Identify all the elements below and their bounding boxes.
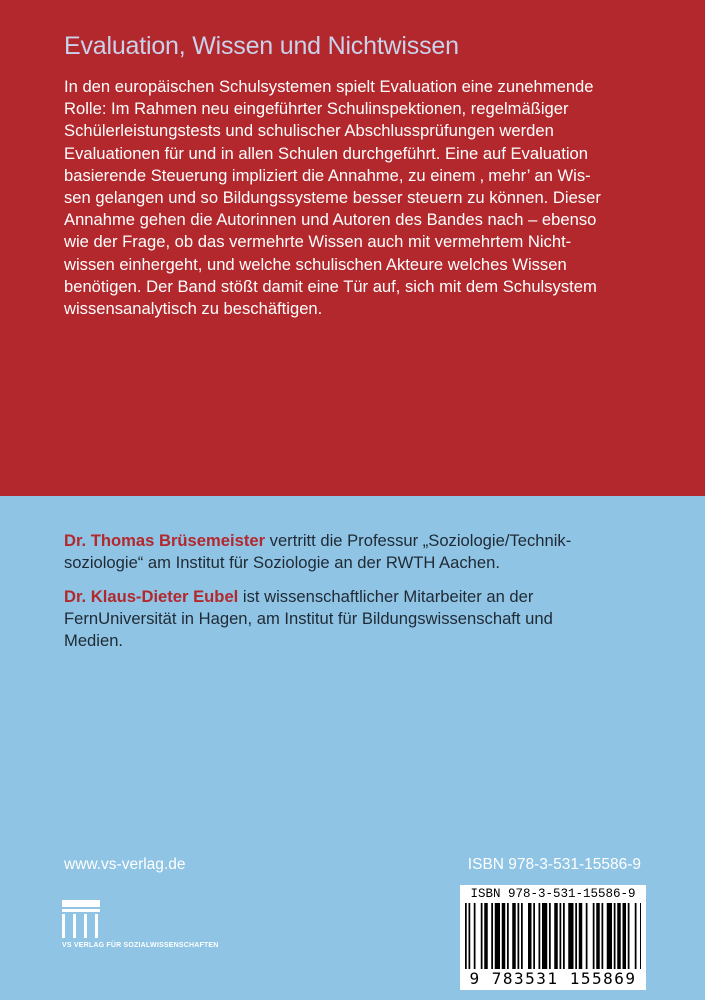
- barcode-bar: [549, 903, 551, 969]
- blurb-line: In den europäischen Schulsystemen spielt Evaluation eine zunehmende: [64, 77, 594, 96]
- barcode-bar: [533, 903, 535, 969]
- barcode-bar: [579, 903, 583, 969]
- barcode-isbn-text: ISBN 978-3-531-15586-9: [470, 887, 636, 901]
- blurb-line: Rolle: Im Rahmen neu eingeführter Schulinspektionen, regelmäßiger: [64, 99, 569, 119]
- barcode-bar: [465, 903, 467, 969]
- blurb-line: Annahme gehen die Autorinnen und Autoren des Bandes nach – ebenso: [64, 210, 597, 230]
- barcode-bar: [528, 903, 532, 969]
- barcode-bar: [542, 903, 547, 969]
- barcode-bar: [602, 903, 604, 969]
- barcode-bar: [640, 903, 641, 969]
- blurb-line: sen gelangen und so Bildungssysteme besser steuern zu können. Dieser: [64, 188, 601, 208]
- bio-line: [64, 530, 664, 552]
- bio-line: [64, 586, 664, 608]
- publisher-logo-icon: [62, 900, 237, 960]
- blurb-line: wissen einhergeht, und welche schulischen Akteure welches Wissen: [64, 254, 567, 274]
- barcode-bar: [586, 903, 588, 969]
- barcode: [460, 885, 646, 990]
- barcode-bar: [560, 903, 562, 969]
- barcode-bar: [539, 903, 541, 969]
- barcode-bar: [617, 903, 621, 969]
- barcode-bar: [554, 903, 558, 969]
- barcode-bar: [469, 903, 471, 969]
- barcode-bars: [465, 903, 641, 969]
- barcode-bar: [628, 903, 630, 969]
- author-name: Dr. Thomas Brüsemeister: [64, 531, 266, 550]
- barcode-bar: [491, 903, 493, 969]
- blurb-line: benötigen. Der Band stößt damit eine Tür auf, sich mit dem Schulsystem: [64, 276, 597, 296]
- barcode-bar: [568, 903, 573, 969]
- barcode-bar: [484, 903, 488, 969]
- bio-text: ist wissenschaftlicher Mitarbeiter an der: [238, 587, 534, 606]
- author-bio-1: [64, 530, 664, 574]
- barcode-bar: [614, 903, 616, 969]
- author-bio-2: [64, 586, 664, 653]
- bio-text: vertritt die Professur „Soziologie/Technik-: [265, 531, 572, 550]
- barcode-bar: [635, 903, 637, 969]
- blurb-line: Schülerleistungstests und schulischer Abschlussprüfungen werden: [64, 121, 554, 141]
- barcode-number: 9 783531 155869: [469, 969, 637, 988]
- barcode-bar: [512, 903, 516, 969]
- publisher-website[interactable]: www.vs-verlag.de: [64, 856, 186, 873]
- blurb-line: wie der Frage, ob das vermehrte Wissen auch mit vermehrtem Nicht-: [64, 232, 572, 252]
- isbn-label: ISBN 978-3-531-15586-9: [467, 856, 641, 873]
- book-blurb: [64, 76, 664, 320]
- barcode-bar: [502, 903, 506, 969]
- publisher-caption: VS VERLAG FÜR SOZIALWISSENSCHAFTEN: [62, 942, 219, 949]
- book-title: Evaluation, Wissen und Nichtwissen: [64, 32, 459, 60]
- barcode-bar: [623, 903, 627, 969]
- barcode-bar: [518, 903, 520, 969]
- blurb-line: wissensanalytisch zu beschäftigen.: [64, 299, 323, 319]
- barcode-bar: [563, 903, 565, 969]
- blurb-line: Evaluationen für und in allen Schulen durchgeführt. Eine auf Evaluation: [64, 143, 588, 163]
- barcode-bar: [607, 903, 612, 969]
- barcode-bar: [495, 903, 500, 969]
- barcode-bar: [507, 903, 509, 969]
- top-panel: [0, 0, 705, 496]
- barcode-bar: [521, 903, 523, 969]
- barcode-bar: [593, 903, 595, 969]
- barcode-bar: [575, 903, 577, 969]
- bio-line: Medien.: [64, 631, 124, 651]
- barcode-bar: [596, 903, 600, 969]
- barcode-bar: [474, 903, 476, 969]
- bio-line: FernUniversität in Hagen, am Institut für Bildungswissenschaft und: [64, 609, 553, 629]
- bio-line: soziologie“ am Institut für Soziologie an der RWTH Aachen.: [64, 553, 500, 573]
- barcode-bar: [481, 903, 483, 969]
- author-name: Dr. Klaus-Dieter Eubel: [64, 587, 239, 606]
- blurb-line: basierende Steuerung impliziert die Annahme, zu einem ‚ mehr’ an Wis-: [64, 165, 591, 185]
